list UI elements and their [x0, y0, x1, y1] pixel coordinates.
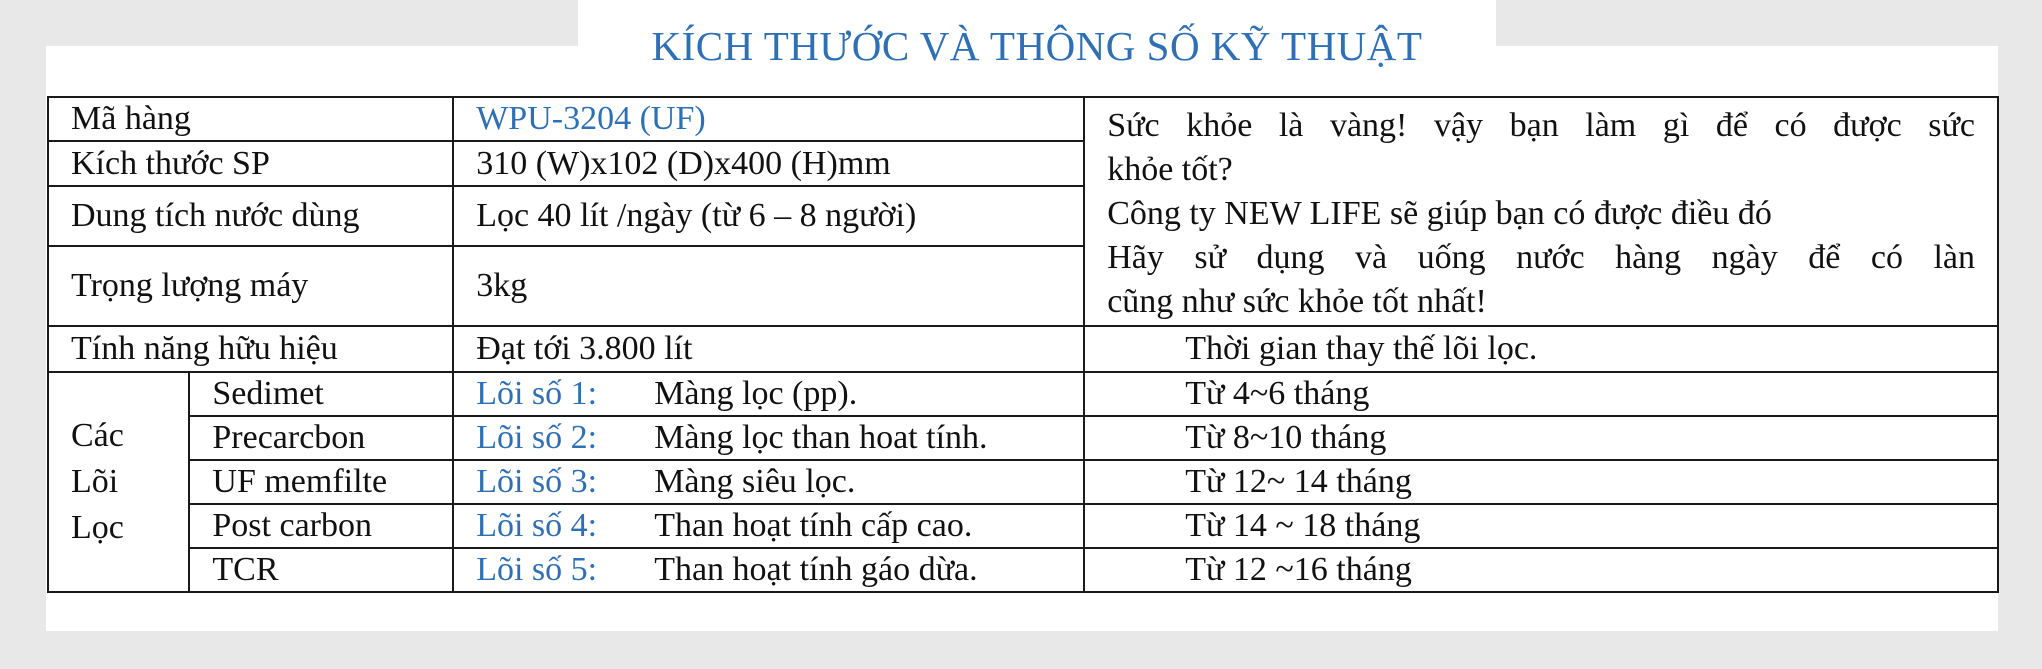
- promo-line: Hãy sử dụng và uống nước hàng ngày để có làn: [1107, 239, 1975, 276]
- promo-line: Sức khỏe là vàng! vậy bạn làm gì để có được sức: [1107, 107, 1975, 144]
- core-slot: Lõi số 4:: [476, 507, 598, 544]
- core-slot: Lõi số 2:: [476, 419, 598, 456]
- core-row: [48, 548, 1998, 592]
- spec-value: WPU-3204 (UF): [453, 97, 1084, 141]
- core-group-label: [48, 372, 189, 592]
- core-desc-cell: [453, 416, 1084, 460]
- core-desc: Màng lọc (pp).: [654, 375, 858, 412]
- core-row: [48, 416, 1998, 460]
- core-group-line: Lõi: [71, 463, 119, 500]
- promo-line: cũng như sức khỏe tốt nhất!: [1107, 283, 1487, 320]
- core-group-line: Các: [71, 417, 124, 454]
- core-row: [48, 372, 1998, 416]
- spec-label: Mã hàng: [48, 97, 453, 141]
- page-title: KÍCH THƯỚC VÀ THÔNG SỐ KỸ THUẬT: [651, 23, 1423, 69]
- core-desc-cell: [453, 504, 1084, 548]
- promo-line: khỏe tốt?: [1107, 151, 1233, 188]
- spec-value: 3kg: [453, 246, 1084, 326]
- core-slot: Lõi số 3:: [476, 463, 598, 500]
- replace-header: Thời gian thay thế lõi lọc.: [1084, 326, 1998, 372]
- core-desc-cell: [453, 460, 1084, 504]
- promo-text: [1084, 97, 1998, 326]
- core-row: [48, 504, 1998, 548]
- spec-table: [47, 96, 1999, 593]
- core-group-line: Lọc: [71, 509, 124, 546]
- core-desc: Than hoạt tính cấp cao.: [654, 507, 973, 544]
- spec-label: Trọng lượng máy: [48, 246, 453, 326]
- core-slot: Lõi số 5:: [476, 551, 598, 588]
- core-slot: Lõi số 1:: [476, 375, 598, 412]
- promo-line: Công ty NEW LIFE sẽ giúp bạn có được điều đó: [1107, 195, 1772, 232]
- core-desc-cell: [453, 372, 1084, 416]
- core-name: Precarcbon: [189, 416, 453, 460]
- spec-value: Đạt tới 3.800 lít: [453, 326, 1084, 372]
- core-desc-cell: [453, 548, 1084, 592]
- table-row: [48, 97, 1998, 141]
- spec-value: 310 (W)x102 (D)x400 (H)mm: [453, 141, 1084, 186]
- core-desc: Than hoạt tính gáo dừa.: [654, 551, 978, 588]
- core-time: Từ 12 ~16 tháng: [1084, 548, 1998, 592]
- spec-label: Dung tích nước dùng: [48, 186, 453, 246]
- core-name: Sedimet: [189, 372, 453, 416]
- table-row: [48, 326, 1998, 372]
- spec-label: Kích thước SP: [48, 141, 453, 186]
- spec-value: Lọc 40 lít /ngày (từ 6 – 8 người): [453, 186, 1084, 246]
- core-time: Từ 12~ 14 tháng: [1084, 460, 1998, 504]
- core-name: TCR: [189, 548, 453, 592]
- core-name: UF memfilte: [189, 460, 453, 504]
- spec-label: Tính năng hữu hiệu: [48, 326, 453, 372]
- core-desc: Màng lọc than hoat tính.: [654, 419, 988, 456]
- core-time: Từ 8~10 tháng: [1084, 416, 1998, 460]
- core-time: Từ 14 ~ 18 tháng: [1084, 504, 1998, 548]
- title-box: [578, 0, 1496, 82]
- core-time: Từ 4~6 tháng: [1084, 372, 1998, 416]
- core-row: [48, 460, 1998, 504]
- core-name: Post carbon: [189, 504, 453, 548]
- core-desc: Màng siêu lọc.: [654, 463, 856, 500]
